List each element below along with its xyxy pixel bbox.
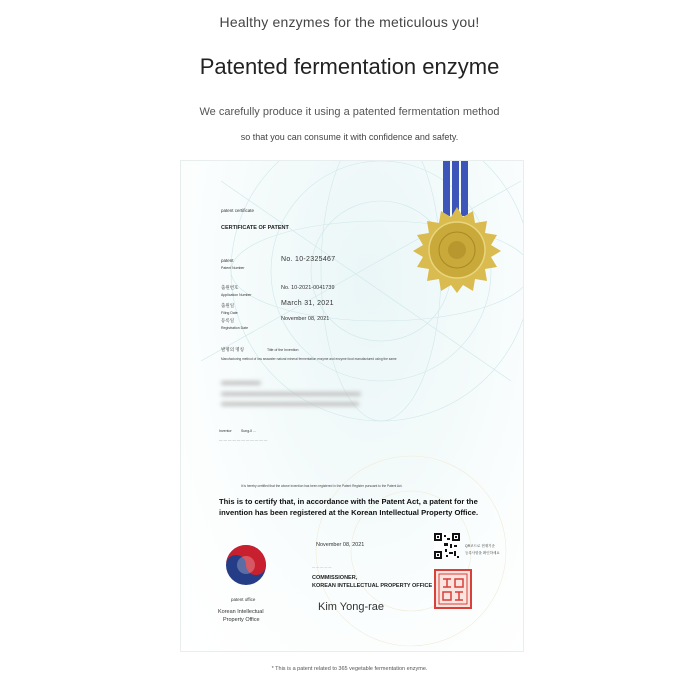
gold-seal-icon: [413, 205, 501, 293]
issue-date: November 08, 2021: [316, 542, 365, 548]
commissioner-line-2: KOREAN INTELLECTUAL PROPERTY OFFICE: [312, 583, 433, 589]
subtitle-line-2: so that you can consume it with confidence and safety.: [240, 132, 459, 142]
qr-caption-line-2: 등록사항을 확인하세요: [465, 551, 500, 555]
filing-label-ko: 출원일: [221, 303, 235, 308]
registration-label-ko: 등록일: [221, 318, 235, 323]
patent-label: patent: [221, 258, 234, 263]
application-number: No. 10-2021-0041739: [281, 285, 335, 291]
commissioner-line-1: COMMISSIONER,: [312, 575, 358, 581]
patent-number: No. 10-2325467: [281, 256, 336, 263]
redacted-text: — — — — — — — — — — —: [219, 438, 268, 442]
tagline: Healthy enzymes for the meticulous you!: [219, 14, 480, 30]
filing-date: March 31, 2021: [281, 300, 334, 307]
office-small-label: patent office: [231, 597, 256, 602]
certify-line-2: invention has been registered at the Korean Intellectual Property Office.: [219, 508, 479, 517]
headline: Patented fermentation enzyme: [199, 54, 500, 79]
filing-label-en: Filing Date: [221, 311, 238, 315]
inventor-value: Sung-Il ...: [241, 429, 256, 433]
kipo-logo-icon: [225, 544, 267, 586]
invention-label-en: Title of the Invention: [267, 348, 299, 352]
office-name-line-1: Korean Intellectual: [218, 609, 264, 615]
registration-label-en: Registration Date: [221, 326, 249, 330]
certificate-title: CERTIFICATE OF PATENT: [221, 225, 289, 231]
redacted-text: [221, 402, 359, 406]
patent-number-label: Patent Number: [221, 266, 245, 270]
redacted-text: — — — — —: [312, 565, 332, 569]
footnote: * This is a patent related to 365 vegetable fermentation enzyme.: [271, 666, 428, 672]
small-certify-text: It is hereby certified that the above invention has been registered in the Patent Register pursuant to the Patent Act.: [241, 484, 403, 488]
redacted-text: [221, 392, 361, 396]
registration-date: November 08, 2021: [281, 316, 330, 322]
invention-label-ko: 발명의 명칭: [221, 347, 244, 352]
qr-code-icon: [434, 533, 460, 559]
patent-certificate-image: [180, 160, 524, 652]
application-label-ko: 출원번호: [221, 285, 239, 290]
invention-title: Manufacturing method of low seawater natural mineral fermentation enzyme and enzyme food manufactured using the same: [221, 357, 397, 361]
certificate-small-label: patent certificate: [221, 208, 255, 213]
redacted-text: [221, 381, 261, 385]
subtitle-line-1: We carefully produce it using a patented fermentation method: [199, 106, 500, 118]
qr-caption-line-1: QR코드로 현재기준: [465, 544, 495, 548]
certify-line-1: This is to certify that, in accordance with the Patent Act, a patent for the: [219, 497, 478, 506]
official-stamp-icon: [434, 569, 472, 609]
application-label-en: Application Number: [221, 293, 252, 297]
commissioner-name: Kim Yong-rae: [318, 601, 385, 613]
office-name-line-2: Property Office: [223, 617, 260, 623]
inventor-label: Inventor: [219, 429, 232, 433]
